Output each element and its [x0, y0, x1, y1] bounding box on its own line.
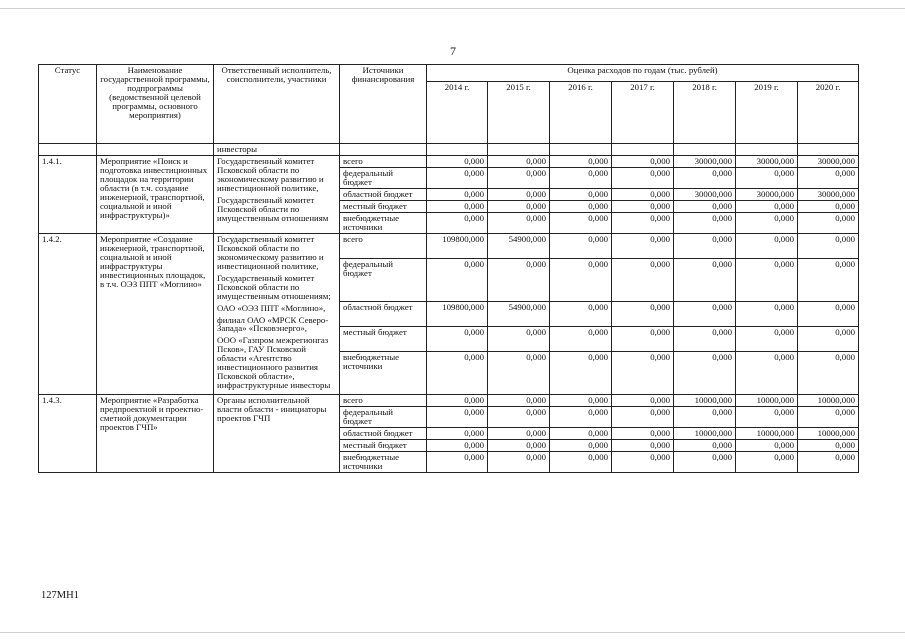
- amount-cell: 0,000: [612, 233, 674, 258]
- amount-cell: 0,000: [550, 258, 612, 301]
- amount-cell: 0,000: [488, 428, 550, 440]
- amount-cell: 0,000: [612, 167, 674, 188]
- amount-cell: 30000,000: [736, 155, 798, 167]
- funding-source: федеральный бюджет: [340, 258, 427, 301]
- amount-cell: 10000,000: [798, 428, 859, 440]
- funding-source: всего: [340, 395, 427, 407]
- year-header: 2015 г.: [488, 82, 550, 144]
- budget-table: [38, 64, 859, 473]
- amount-cell: 0,000: [674, 302, 736, 327]
- amount-cell: 10000,000: [674, 395, 736, 407]
- amount-cell: 0,000: [798, 200, 859, 212]
- row-code: 1.4.3.: [39, 395, 97, 473]
- table-body: [39, 155, 859, 472]
- row-executors: [214, 233, 340, 395]
- header-executor: [214, 65, 340, 144]
- year-header: 2018 г.: [674, 82, 736, 144]
- amount-cell: 0,000: [550, 188, 612, 200]
- amount-cell: 0,000: [550, 407, 612, 428]
- amount-cell: 0,000: [736, 258, 798, 301]
- header-name: Наименование государственной программы, подпрограммы (ведомственной целевой программы, основного мероприятия): [97, 65, 214, 144]
- amount-cell: 10000,000: [674, 428, 736, 440]
- funding-source: внебюджетные источники: [340, 212, 427, 233]
- spacer-cell: [736, 144, 798, 156]
- amount-cell: 0,000: [674, 212, 736, 233]
- amount-cell: 0,000: [798, 302, 859, 327]
- amount-cell: 0,000: [612, 212, 674, 233]
- amount-cell: 0,000: [427, 155, 488, 167]
- amount-cell: 0,000: [488, 258, 550, 301]
- amount-cell: 0,000: [674, 351, 736, 395]
- amount-cell: 0,000: [798, 326, 859, 351]
- amount-cell: 0,000: [674, 167, 736, 188]
- executor-entry: Государственный комитет Псковской области по имущественным отношениям: [217, 194, 329, 223]
- amount-cell: 0,000: [736, 440, 798, 452]
- scan-edge-bottom: [0, 632, 905, 633]
- executor-entry: Государственный комитет Псковской области по экономическому развитию и инвестиционной политике,: [217, 233, 324, 271]
- amount-cell: 0,000: [736, 452, 798, 473]
- amount-cell: 0,000: [427, 188, 488, 200]
- amount-cell: 0,000: [612, 200, 674, 212]
- header-estimate: Оценка расходов по годам (тыс. рублей): [427, 65, 859, 82]
- spacer-cell: [550, 144, 612, 156]
- amount-cell: 0,000: [798, 407, 859, 428]
- year-header: 2016 г.: [550, 82, 612, 144]
- amount-cell: 0,000: [798, 351, 859, 395]
- amount-cell: 0,000: [550, 302, 612, 327]
- page-number: 7: [450, 44, 456, 58]
- amount-cell: 0,000: [488, 200, 550, 212]
- amount-cell: 0,000: [612, 351, 674, 395]
- spacer-cell: [427, 144, 488, 156]
- amount-cell: 0,000: [550, 326, 612, 351]
- funding-source: федеральный бюджет: [340, 167, 427, 188]
- amount-cell: 0,000: [550, 212, 612, 233]
- row-measure-name: Мероприятие «Поиск и подготовка инвестиционных площадок на территории области (в т.ч. создание инженерной, транспортной, социальной и иной инфраструктуры)»: [97, 155, 214, 233]
- amount-cell: 54900,000: [488, 233, 550, 258]
- amount-cell: 0,000: [736, 326, 798, 351]
- amount-cell: 0,000: [550, 167, 612, 188]
- amount-cell: 109800,000: [427, 233, 488, 258]
- document-code: 127МН1: [41, 590, 79, 601]
- header-status: Статус: [39, 65, 97, 144]
- year-header: 2019 г.: [736, 82, 798, 144]
- funding-source: областной бюджет: [340, 188, 427, 200]
- amount-cell: 0,000: [798, 440, 859, 452]
- amount-cell: 0,000: [488, 155, 550, 167]
- table-row: [39, 395, 859, 407]
- header-source: Источники финансирования: [340, 65, 427, 144]
- spacer-cell: [488, 144, 550, 156]
- amount-cell: 0,000: [488, 351, 550, 395]
- amount-cell: 0,000: [674, 326, 736, 351]
- scan-edge-top: [0, 8, 905, 9]
- amount-cell: 0,000: [427, 258, 488, 301]
- amount-cell: 0,000: [612, 302, 674, 327]
- funding-source: внебюджетные источники: [340, 351, 427, 395]
- executor-entry: филиал ОАО «МРСК Северо-Запада» «Псковэнерго»,: [217, 314, 329, 334]
- amount-cell: 30000,000: [798, 188, 859, 200]
- amount-cell: 0,000: [488, 326, 550, 351]
- amount-cell: 0,000: [488, 167, 550, 188]
- row-executors: [214, 155, 340, 233]
- table-row: [39, 233, 859, 258]
- amount-cell: 0,000: [736, 351, 798, 395]
- amount-cell: 0,000: [736, 233, 798, 258]
- amount-cell: 0,000: [427, 167, 488, 188]
- executor-entry: ОАО «ОЭЗ ППТ «Моглино»,: [217, 302, 326, 313]
- amount-cell: 0,000: [427, 212, 488, 233]
- spacer-cell: [612, 144, 674, 156]
- executor-entry: Органы исполнительной власти области - инициаторы проектов ГЧП: [217, 395, 327, 424]
- funding-source: внебюджетные источники: [340, 452, 427, 473]
- row-code: 1.4.2.: [39, 233, 97, 395]
- amount-cell: 0,000: [674, 452, 736, 473]
- amount-cell: 0,000: [612, 395, 674, 407]
- amount-cell: 0,000: [798, 167, 859, 188]
- amount-cell: 0,000: [736, 302, 798, 327]
- amount-cell: 30000,000: [674, 155, 736, 167]
- spacer-cell: [340, 144, 427, 156]
- amount-cell: 0,000: [550, 428, 612, 440]
- amount-cell: 0,000: [550, 233, 612, 258]
- amount-cell: 0,000: [427, 440, 488, 452]
- amount-cell: 0,000: [550, 200, 612, 212]
- row-measure-name: Мероприятие «Создание инженерной, транспортной, социальной и иной инфраструктуры инвестиционных площадок, в т.ч. ОЭЗ ППТ «Моглино»: [97, 233, 214, 395]
- amount-cell: 10000,000: [736, 395, 798, 407]
- table-row: [39, 155, 859, 167]
- funding-source: федеральный бюджет: [340, 407, 427, 428]
- amount-cell: 0,000: [612, 188, 674, 200]
- amount-cell: 0,000: [674, 407, 736, 428]
- amount-cell: 0,000: [550, 395, 612, 407]
- amount-cell: 0,000: [612, 155, 674, 167]
- row-executors: [214, 395, 340, 473]
- amount-cell: 109800,000: [427, 302, 488, 327]
- amount-cell: 0,000: [674, 200, 736, 212]
- amount-cell: 0,000: [550, 155, 612, 167]
- header-executor-tail: инвесторы: [214, 144, 340, 156]
- amount-cell: 0,000: [612, 428, 674, 440]
- amount-cell: 0,000: [798, 258, 859, 301]
- year-header: 2014 г.: [427, 82, 488, 144]
- amount-cell: 0,000: [427, 326, 488, 351]
- header-executor-text: Ответственный исполнитель, соисполнители, участники: [221, 65, 332, 84]
- amount-cell: 30000,000: [798, 155, 859, 167]
- funding-source: областной бюджет: [340, 428, 427, 440]
- amount-cell: 0,000: [427, 407, 488, 428]
- amount-cell: 0,000: [550, 440, 612, 452]
- amount-cell: 0,000: [674, 440, 736, 452]
- amount-cell: 0,000: [488, 188, 550, 200]
- amount-cell: 0,000: [798, 452, 859, 473]
- funding-source: областной бюджет: [340, 302, 427, 327]
- amount-cell: 54900,000: [488, 302, 550, 327]
- amount-cell: 0,000: [612, 440, 674, 452]
- amount-cell: 0,000: [736, 407, 798, 428]
- amount-cell: 0,000: [427, 395, 488, 407]
- amount-cell: 0,000: [612, 326, 674, 351]
- funding-source: всего: [340, 233, 427, 258]
- amount-cell: 0,000: [612, 452, 674, 473]
- amount-cell: 30000,000: [736, 188, 798, 200]
- executor-entry: ООО «Газпром межрегионгаз Псков», ГАУ Псковской области «Агентство инвестиционного развития Псковской области», инфраструктурные инвесторы: [217, 335, 331, 391]
- amount-cell: 10000,000: [736, 428, 798, 440]
- spacer-cell: [97, 144, 214, 156]
- amount-cell: 0,000: [427, 428, 488, 440]
- spacer-cell: [39, 144, 97, 156]
- amount-cell: 0,000: [427, 351, 488, 395]
- executor-entry: Государственный комитет Псковской области по имущественным отношениям;: [217, 272, 331, 301]
- amount-cell: 0,000: [427, 452, 488, 473]
- amount-cell: 0,000: [674, 233, 736, 258]
- amount-cell: 0,000: [488, 212, 550, 233]
- amount-cell: 0,000: [488, 395, 550, 407]
- amount-cell: 0,000: [488, 440, 550, 452]
- row-measure-name: Мероприятие «Разработка предпроектной и проектно-сметной документации проектов ГЧП»: [97, 395, 214, 473]
- funding-source: всего: [340, 155, 427, 167]
- spacer-cell: [674, 144, 736, 156]
- amount-cell: 0,000: [427, 200, 488, 212]
- year-header: 2017 г.: [612, 82, 674, 144]
- amount-cell: 0,000: [550, 351, 612, 395]
- amount-cell: 0,000: [550, 452, 612, 473]
- amount-cell: 0,000: [488, 407, 550, 428]
- funding-source: местный бюджет: [340, 326, 427, 351]
- funding-source: местный бюджет: [340, 440, 427, 452]
- amount-cell: 0,000: [612, 407, 674, 428]
- year-header: 2020 г.: [798, 82, 859, 144]
- amount-cell: 0,000: [736, 212, 798, 233]
- amount-cell: 0,000: [488, 452, 550, 473]
- funding-source: местный бюджет: [340, 200, 427, 212]
- amount-cell: 0,000: [612, 258, 674, 301]
- amount-cell: 10000,000: [798, 395, 859, 407]
- amount-cell: 0,000: [736, 200, 798, 212]
- amount-cell: 30000,000: [674, 188, 736, 200]
- row-code: 1.4.1.: [39, 155, 97, 233]
- executor-entry: Государственный комитет Псковской области по экономическому развитию и инвестиционной политике,: [217, 155, 324, 193]
- amount-cell: 0,000: [674, 258, 736, 301]
- spacer-cell: [798, 144, 859, 156]
- amount-cell: 0,000: [736, 167, 798, 188]
- amount-cell: 0,000: [798, 212, 859, 233]
- amount-cell: 0,000: [798, 233, 859, 258]
